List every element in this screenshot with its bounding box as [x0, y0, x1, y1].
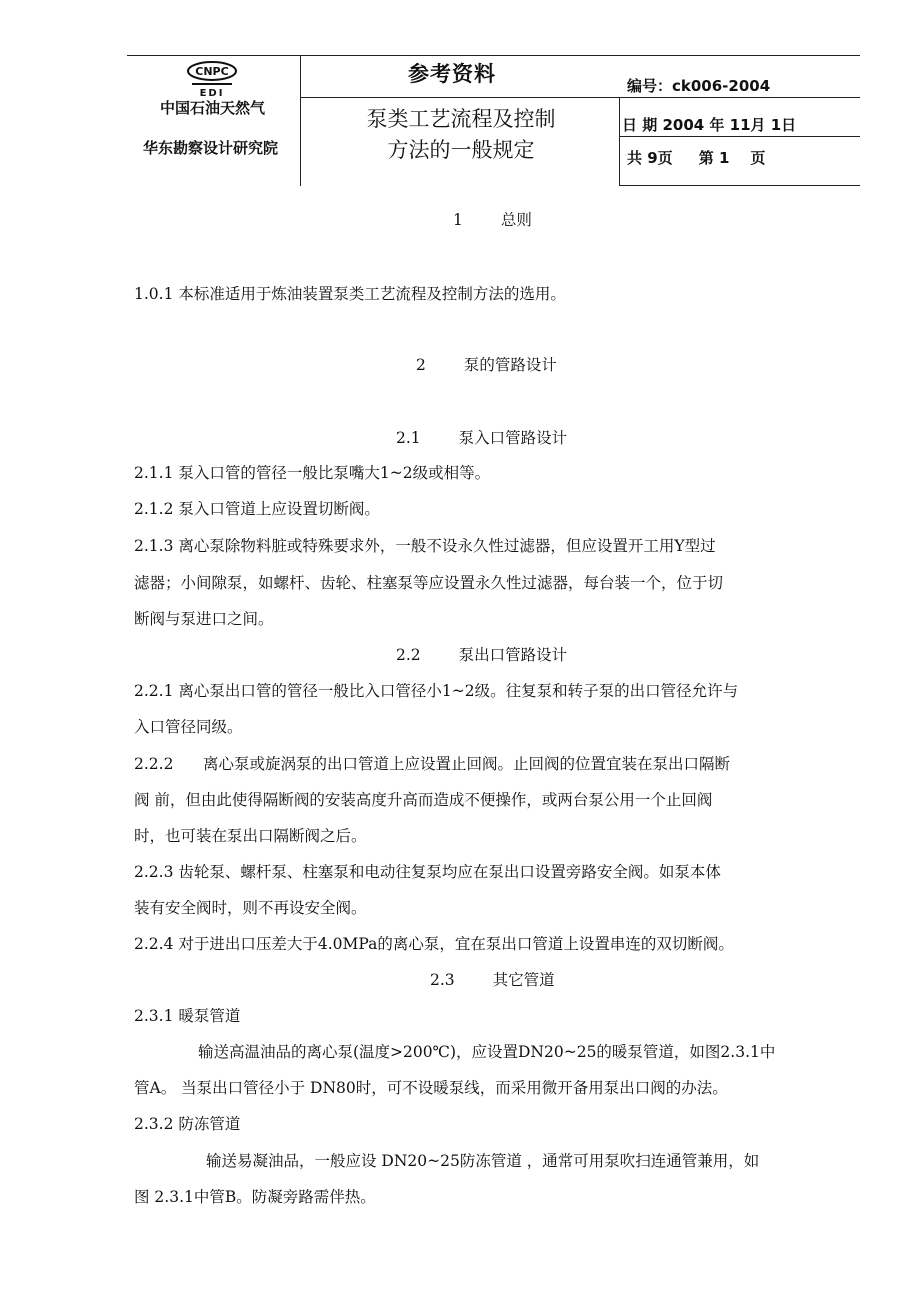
clause-2-3-2-body-line2: 图 2.3.1中管B。防凝旁路需伴热。 — [134, 1188, 376, 1206]
clause-2-1-3-line3: 断阀与泵进口之间。 — [134, 610, 274, 628]
section-title: 泵的管路设计 — [463, 356, 557, 374]
clause-2-2-2-line2: 阀 前，但由此使得隔断阀的安装高度升高而造成不便操作，或两台泵公用一个止回阀 — [134, 791, 713, 809]
clause-2-2-1-line2: 入口管径同级。 — [134, 718, 243, 736]
clause-2-3-1-body-line1: 输送高温油品的离心泵(温度>200℃)，应设置DN20~25的暖泵管道，如图2.3.1中 — [198, 1043, 776, 1061]
cnpc-edi-logo — [186, 60, 238, 98]
section-number: 2.2 — [396, 646, 421, 664]
section-2-heading — [416, 355, 557, 375]
org-name-line1: 中国石油天然气 — [160, 99, 266, 117]
section-number: 2.1 — [396, 429, 421, 447]
section-title: 总则 — [500, 211, 532, 229]
section-title: 其它管道 — [492, 971, 555, 989]
section-2-1-heading — [396, 428, 567, 448]
section-2-2-heading — [396, 645, 567, 665]
section-2-3-heading — [430, 970, 555, 990]
logo-top-text: CNPC — [195, 65, 229, 78]
document-code: 编号：ck006-2004 — [627, 77, 771, 95]
header-top-rule — [127, 55, 860, 56]
clause-2-3-1: 2.3.1 暖泵管道 — [134, 1007, 241, 1025]
logo-bottom-text: EDI — [199, 88, 225, 98]
section-number: 2 — [416, 356, 426, 374]
org-name-line2: 华东勘察设计研究院 — [143, 139, 279, 157]
clause-2-2-1-line1: 2.2.1 离心泵出口管的管径一般比入口管径小1~2级。往复泵和转子泵的出口管径允许与 — [134, 682, 739, 700]
page-count: 共 9页 第 1 页 — [627, 149, 766, 167]
clause-2-2-2-line3: 时，也可装在泵出口隔断阀之后。 — [134, 827, 367, 845]
header-title-rule — [300, 97, 620, 98]
document-title — [302, 104, 620, 166]
clause-2-2-3-line2: 装有安全阀时，则不再设安全阀。 — [134, 899, 367, 917]
header-divider-left — [300, 55, 301, 186]
clause-2-3-2-body-line1: 输送易凝油品，一般应设 DN20~25防冻管道 ，通常可用泵吹扫连通管兼用，如 — [206, 1152, 760, 1170]
clause-2-2-3-line1: 2.2.3 齿轮泵、螺杆泵、柱塞泵和电动往复泵均应在泵出口设置旁路安全阀。如泵本体 — [134, 863, 721, 881]
document-title-line2: 方法的一般规定 — [387, 138, 535, 162]
clause-2-2-2-line1: 2.2.2 离心泵或旋涡泵的出口管道上应设置止回阀。止回阀的位置宜装在泵出口隔断 — [134, 755, 731, 773]
clause-2-1-1: 2.1.1 泵入口管的管径一般比泵嘴大1~2级或相等。 — [134, 464, 491, 482]
clause-2-3-1-body-line2: 管A。 当泵出口管径小于 DN80时，可不设暖泵线，而采用微开备用泵出口阀的办法。 — [134, 1079, 728, 1097]
section-title: 泵入口管路设计 — [458, 429, 568, 447]
section-1-heading — [453, 210, 532, 230]
document-title-line1: 泵类工艺流程及控制 — [366, 107, 556, 131]
document-date: 日 期 2004 年 11月 1日 — [622, 116, 797, 134]
reference-title: 参考资料 — [408, 62, 496, 86]
section-number: 1 — [453, 211, 463, 229]
clause-2-1-3-line2: 滤器；小间隙泵，如螺杆、齿轮、柱塞泵等应设置永久性过滤器，每台装一个，位于切 — [134, 574, 724, 592]
clause-2-2-4: 2.2.4 对于进出口压差大于4.0MPa的离心泵，宜在泵出口管道上设置串连的双切断阀。 — [134, 935, 734, 953]
clause-2-1-2: 2.1.2 泵入口管道上应设置切断阀。 — [134, 500, 380, 518]
header-meta-rule-1 — [619, 97, 860, 98]
clause-1-0-1: 1.0.1 本标准适用于炼油装置泵类工艺流程及控制方法的选用。 — [134, 285, 566, 303]
header-bottom-rule — [619, 185, 860, 186]
clause-2-1-3-line1: 2.1.3 离心泵除物料脏或特殊要求外，一般不设永久性过滤器，但应设置开工用Y型过 — [134, 537, 716, 555]
header-meta-rule-2 — [619, 136, 860, 137]
clause-2-3-2: 2.3.2 防冻管道 — [134, 1115, 241, 1133]
section-number: 2.3 — [430, 971, 455, 989]
section-title: 泵出口管路设计 — [458, 646, 568, 664]
